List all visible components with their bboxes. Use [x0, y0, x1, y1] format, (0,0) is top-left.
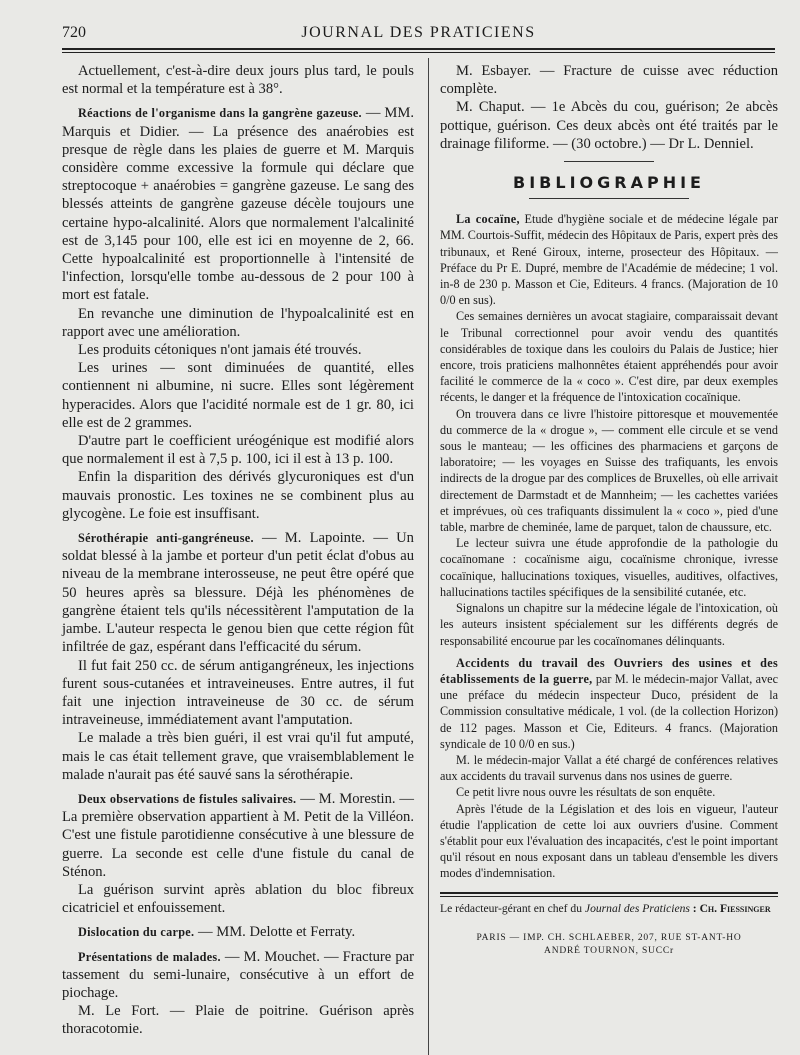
bibliographie-heading: BIBLIOGRAPHIE — [513, 173, 705, 193]
book-entry-accidents — [440, 655, 778, 752]
paragraph: On trouvera dans ce livre l'histoire pittoresque et mouvementée du commerce de la « drogue », — comment elle circule et se vend sous le manteau; — les officines des pharmaciens et garçons de laboratoire; — les voyages en Suisse des trafiquants, les envois indirects de la drogue par des complices de Bruxelles, où elle arrivait directement de Darmstadt et de Mannheim; — les cachettes variées et imprévues, où ces trafiquants dissimulent la « coco », pied d'une table, marbre de cheminée, lame de parquet, talon de chaussure, etc. — [440, 406, 778, 535]
paragraph: M. le médecin-major Vallat a été chargé de conférences relatives aux accidents du travail survenus dans nos usines de guerre. — [440, 752, 778, 784]
section-reactions — [62, 104, 414, 304]
paragraph: La guérison survint après ablation du bloc fibreux cicatriciel et enfouissement. — [62, 881, 414, 917]
left-column — [62, 62, 414, 1039]
section-body: — M. Mouchet. — Fracture par tassement du semi-lunaire, consécutive à un effort de piochage. — [62, 948, 414, 1001]
separator-rule — [529, 198, 689, 199]
section-heading: Deux observations de fistules salivaires. — [78, 791, 297, 806]
paragraph: D'autre part le coefficient uréogénique est modifié alors que normalement il est à 7,5 p. 100, ici il est à 13 p. 100. — [62, 433, 414, 468]
section-body: — MM. Marquis et Didier. — La présence des anaérobies est presque de règle dans les plaies de guerre et M. Marquis considère comme excessive la formule qui déclare que streptocoque + anaérobies = gangrène gazeuse. Le sang des blessés atteints de gangrène gazeuse décèle toujours une certaine hypo-alcalinité. Alors que normalement l'alcalinité est de 3,145 pour 100, elle est ici en moyenne de 2, 66. Cette hypoalcalinité est proportionnelle à l'intensité de l'infection, lorsqu'elle tombe au-dessous de 2 pour 100 à mort est fatale. — [62, 105, 414, 304]
header-rule-thin — [62, 52, 775, 53]
journal-title: JOURNAL DES PRATICIENS — [301, 24, 536, 41]
printer-imprint — [440, 932, 778, 958]
header-rule — [62, 48, 775, 50]
right-column — [440, 62, 778, 958]
page-number: 720 — [62, 24, 86, 41]
paragraph: Le malade a très bien guéri, il est vrai qu'il fut amputé, mais le cas était tellement grave, que vraisemblablement le malade n'aurait pas été sauvé sans la sérothérapie. — [62, 730, 414, 783]
section-serotherapie — [62, 529, 414, 656]
paragraph: M. Esbayer. — Fracture de cuisse avec réduction complète. — [440, 63, 778, 98]
paragraph: Après l'étude de la Législation et des lois en vigueur, l'auteur étudie l'application de cette loi aux ouvriers d'usine. Comment s'établit pour eux l'évaluation des incapacités, c'est le point important qu'il résout en nous exposant dans un tableau d'ensemble les divers modes d'indemnisation. — [440, 801, 778, 881]
printer-line: ANDRÉ TOURNON, SUCCr — [544, 945, 674, 956]
paragraph: Les produits cétoniques n'ont jamais été trouvés. — [78, 342, 362, 359]
editor-name: : Ch. Fiessinger — [689, 901, 771, 915]
paragraph: Il fut fait 250 cc. de sérum antigangréneux, les injections furent sous-cutanées et intraveineuses. Entre autres, il fut fait une injection intraveineuse de 30 cc. de sérum intraveineuse, immédiatement avant l'amputation. — [62, 657, 414, 729]
editor-prefix: Le rédacteur-gérant en chef du — [440, 901, 585, 915]
paragraph: M. Le Fort. — Plaie de poitrine. Guérison après thoracotomie. — [62, 1003, 414, 1038]
section-presentations — [62, 948, 414, 1003]
book-title: Accidents du travail des Ouvriers des usines et des établissements de la guerre, — [440, 655, 778, 686]
book-entry-cocaine — [440, 211, 778, 308]
paragraph: Les urines — sont diminuées de quantité, elles contiennent ni albumine, ni sucre. Elles sont légèrement hyperacides. Alors que l'acidité normale est de 1 gr. 80, ici elle est de 2 grammes. — [62, 360, 414, 431]
page-header — [62, 20, 775, 48]
column-divider — [428, 58, 429, 1055]
paragraph: En revanche une diminution de l'hypoalcalinité est en rapport avec une amélioration. — [62, 305, 414, 340]
footer-rule — [440, 892, 778, 894]
separator-rule — [564, 161, 654, 162]
paragraph: M. Chaput. — 1e Abcès du cou, guérison; 2e abcès pottique, guérison. Ces deux abcès ont été traités par le drainage filiforme. — (30 octobre.) — Dr L. Denniel. — [440, 99, 778, 152]
book-details: Etude d'hygiène sociale et de médecine légale par MM. Courtois-Suffit, médecin des Hôpitaux de Paris, expert près des tribunaux, et René Giroux, interne, prosecteur des Hôpitaux. — Préface du Pr E. Dupré, membre de l'Académie de médecine; 1 vol. in-8 de 230 p. Masson et Cie, Editeurs. 4 francs. (Majoration de 10 0/0 en sus). — [440, 212, 778, 308]
section-heading: Présentations de malades. — [78, 949, 221, 964]
editor-line — [440, 900, 778, 918]
paragraph: Enfin la disparition des dérivés glycuroniques est d'un mauvais pronostic. Les toxines ne se combinent plus au glycogène. Le foie est insuffisant. — [62, 469, 414, 522]
paragraph: Ce petit livre nous ouvre les résultats de son enquête. — [456, 785, 716, 800]
paragraph: Signalons un chapitre sur la médecine légale de l'intoxication, où les auteurs insistent spécialement sur les différents degrés de responsabilité encourue par les cocaïnomanes délinquants. — [440, 601, 778, 648]
book-details: par M. le médecin-major Vallat, avec une préface du médecin inspecteur Duco, président de la Commission consultative médicale, 1 vol. (de la collection Horizon) de 112 pages. Masson et Cie, Editeurs. 4 francs. (Majoration syndicale de 10 0/0 en sus.) — [440, 671, 778, 751]
paragraph: Actuellement, c'est-à-dire deux jours plus tard, le pouls est normal et la température est à 38°. — [62, 63, 414, 98]
book-title: La cocaïne, — [456, 212, 520, 227]
editor-journal: Journal des Praticiens — [584, 901, 690, 915]
section-carpe — [62, 923, 414, 941]
footer-rule-thin — [440, 896, 778, 897]
section-body: — M. Morestin. — La première observation appartient à M. Petit de la Villéon. C'est une fistule parotidienne consécutive à une blessure de guerre. La seconde est celle d'une fistule du canal de Sténon. — [62, 790, 415, 880]
paragraph: Le lecteur suivra une étude approfondie de la pathologie du cocaïnomane : cocaïnisme aigu, cocaïnisme chronique, ivresse cocaïnique, hallucinations toxiques, visuelles, auditives, olfactives, hallucinations tactiles spécifiques de la sensibilité cutanée, etc. — [440, 536, 778, 599]
section-heading: Dislocation du carpe. — [78, 925, 195, 940]
paragraph: Ces semaines dernières un avocat stagiaire, comparaissait devant le Tribunal correctionnel pour avoir vendu des quantités considérables de toxique dans les couloirs du Palais de Justice; hier encore, trois praticiens malhonnêtes étaient appréhendés pour avoir facilité le commerce de la « coco ». C'est dire, par deux exemples récents, le danger et la fréquence de l'intoxication cocaïnique. — [440, 309, 778, 405]
section-body: — M. Lapointe. — Un soldat blessé à la jambe et porteur d'un petit éclat d'obus au niveau de la membrane interosseuse, ne peut être opéré que 50 heures après sa blessure. Déjà les phénomènes de gangrène étaient tels qu'ils nécessitèrent l'amputation de la jambe. L'auteur respecta le genou bien que cette région fût infiltrée de gaz, espérant dans l'efficacité du sérum. — [62, 530, 414, 656]
printer-line: PARIS — IMP. CH. SCHLAEBER, 207, RUE ST-ANT-HO — [476, 932, 742, 943]
bibliography-body — [440, 211, 778, 881]
section-fistules — [62, 790, 414, 881]
section-heading: Réactions de l'organisme dans la gangrène gazeuse. — [78, 106, 362, 121]
section-heading: Sérothérapie anti-gangréneuse. — [78, 531, 254, 546]
section-body: — MM. Delotte et Ferraty. — [194, 924, 356, 941]
